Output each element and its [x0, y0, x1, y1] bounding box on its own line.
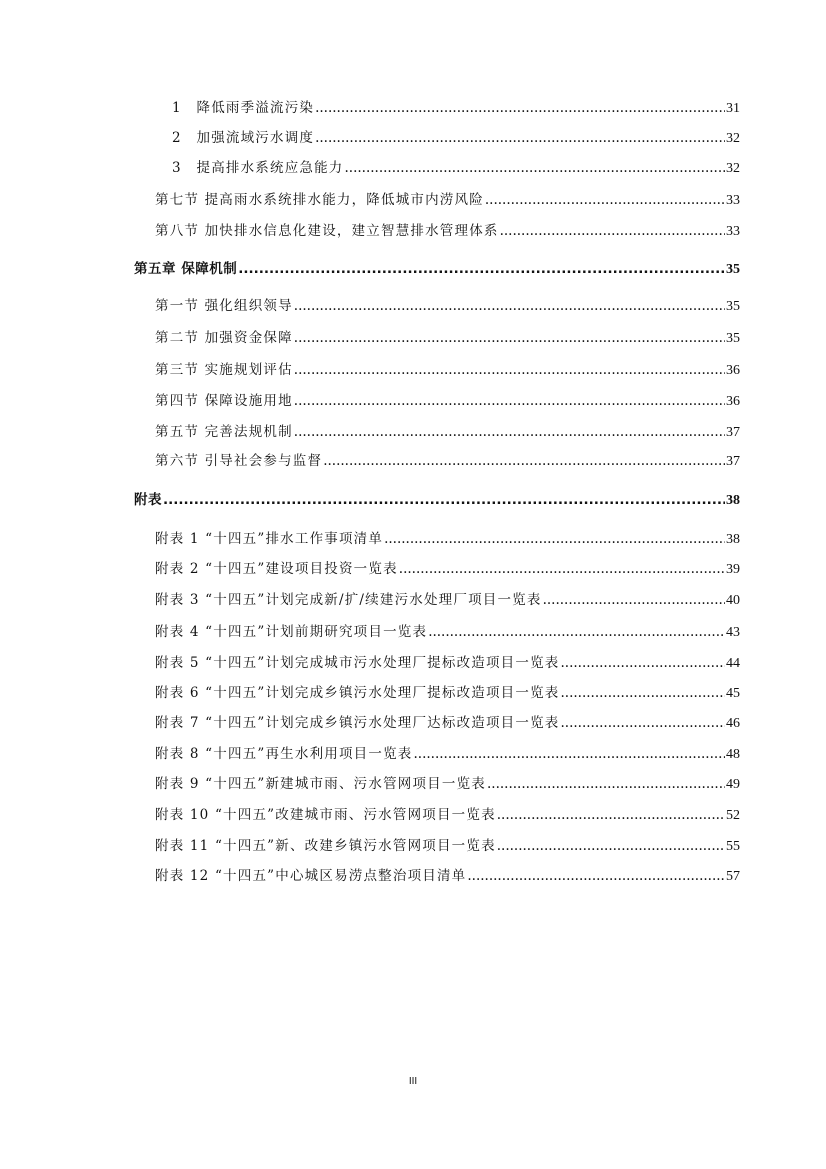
- toc-chapter-entry[interactable]: [0, 490, 740, 510]
- toc-entry-title: 附表 5 “十四五”计划完成城市污水处理厂提标改造项目一览表: [155, 655, 560, 671]
- toc-entry-title: 第七节 提高雨水系统排水能力，降低城市内涝风险: [155, 192, 484, 208]
- toc-entry-page: 52: [726, 808, 740, 823]
- dot-leader: [323, 451, 725, 471]
- toc-entry-page: 38: [726, 493, 740, 508]
- toc-entry-page: 55: [726, 839, 740, 854]
- dot-leader: [345, 158, 726, 178]
- toc-entry[interactable]: [0, 328, 740, 348]
- toc-entry-title: 1 降低雨季溢流污染: [172, 100, 315, 116]
- toc-entry-page: 31: [726, 101, 740, 116]
- toc-entry[interactable]: [0, 529, 740, 549]
- toc-entry-title: 附表 1 “十四五”排水工作事项清单: [155, 531, 384, 547]
- toc-entry-page: 36: [726, 394, 740, 409]
- toc-entry-page: 45: [726, 686, 740, 701]
- dot-leader: [315, 98, 725, 118]
- dot-leader: [238, 259, 725, 279]
- dot-leader: [315, 128, 725, 148]
- dot-leader: [560, 713, 725, 733]
- toc-entry-page: 44: [726, 656, 740, 671]
- toc-entry[interactable]: [0, 622, 740, 642]
- toc-entry[interactable]: [0, 190, 740, 210]
- dot-leader: [399, 559, 725, 579]
- toc-entry-page: 35: [726, 299, 740, 314]
- toc-entry[interactable]: [0, 451, 740, 471]
- toc-entry-page: 33: [726, 193, 740, 208]
- toc-entry-title: 附表 2 “十四五”建设项目投资一览表: [155, 561, 398, 577]
- toc-entry-page: 39: [726, 562, 740, 577]
- toc-entry[interactable]: [0, 805, 740, 825]
- toc-entry[interactable]: [0, 866, 740, 886]
- toc-entry-title: 第八节 加快排水信息化建设，建立智慧排水管理体系: [155, 223, 499, 239]
- toc-entry-page: 33: [726, 224, 740, 239]
- dot-leader: [294, 391, 725, 411]
- toc-entry[interactable]: [0, 744, 740, 764]
- toc-entry[interactable]: [0, 221, 740, 241]
- toc-entry[interactable]: [0, 158, 740, 178]
- toc-entry-title: 附表 4 “十四五”计划前期研究项目一览表: [155, 624, 428, 640]
- toc-entry[interactable]: [0, 128, 740, 148]
- toc-entry-title: 第一节 强化组织领导: [155, 298, 293, 314]
- toc-entry-title: 附表 3 “十四五”计划完成新/扩/续建污水处理厂项目一览表: [155, 592, 542, 608]
- dot-leader: [294, 328, 725, 348]
- dot-leader: [467, 866, 725, 886]
- toc-entry[interactable]: [0, 836, 740, 856]
- dot-leader: [294, 422, 725, 442]
- toc-entry-page: 57: [726, 869, 740, 884]
- dot-leader: [294, 296, 725, 316]
- toc-entry-title: 3 提高排水系统应急能力: [172, 160, 344, 176]
- toc-entry-title: 2 加强流域污水调度: [172, 130, 315, 146]
- toc-entry[interactable]: [0, 713, 740, 733]
- toc-entry-title: 第四节 保障设施用地: [155, 393, 293, 409]
- toc-entry-page: 46: [726, 716, 740, 731]
- dot-leader: [413, 744, 725, 764]
- toc-entry-page: 35: [726, 262, 740, 277]
- dot-leader: [543, 590, 725, 610]
- toc-entry[interactable]: [0, 590, 740, 610]
- toc-entry-page: 35: [726, 331, 740, 346]
- toc-entry-page: 40: [726, 593, 740, 608]
- toc-entry[interactable]: [0, 774, 740, 794]
- dot-leader: [497, 805, 725, 825]
- toc-entry-title: 附表 9 “十四五”新建城市雨、污水管网项目一览表: [155, 776, 486, 792]
- dot-leader: [487, 774, 725, 794]
- toc-entry[interactable]: [0, 559, 740, 579]
- dot-leader: [500, 221, 725, 241]
- page-number: III: [408, 1076, 418, 1087]
- toc-entry[interactable]: [0, 391, 740, 411]
- toc-entry-title: 附表 10 “十四五”改建城市雨、污水管网项目一览表: [155, 807, 496, 823]
- toc-entry-title: 附表 7 “十四五”计划完成乡镇污水处理厂达标改造项目一览表: [155, 715, 560, 731]
- toc-entry-page: 43: [726, 625, 740, 640]
- toc-entry-page: 36: [726, 363, 740, 378]
- toc-entry-page: 37: [726, 454, 740, 469]
- toc-entry[interactable]: [0, 98, 740, 118]
- dot-leader: [497, 836, 725, 856]
- dot-leader: [560, 653, 725, 673]
- toc-entry[interactable]: [0, 653, 740, 673]
- toc-entry-title: 第三节 实施规划评估: [155, 362, 293, 378]
- toc-entry-title: 第二节 加强资金保障: [155, 330, 293, 346]
- toc-entry-page: 37: [726, 425, 740, 440]
- toc-entry-title: 附表 11 “十四五”新、改建乡镇污水管网项目一览表: [155, 838, 496, 854]
- dot-leader: [485, 190, 725, 210]
- toc-entry-page: 49: [726, 777, 740, 792]
- toc-entry-page: 32: [726, 161, 740, 176]
- toc-entry-title: 附表: [134, 492, 162, 508]
- toc-entry-title: 附表 6 “十四五”计划完成乡镇污水处理厂提标改造项目一览表: [155, 685, 560, 701]
- toc-entry[interactable]: [0, 296, 740, 316]
- toc-entry[interactable]: [0, 422, 740, 442]
- toc-entry-page: 38: [726, 532, 740, 547]
- toc-chapter-entry[interactable]: [0, 259, 740, 279]
- dot-leader: [294, 360, 725, 380]
- toc-entry[interactable]: [0, 683, 740, 703]
- toc-entry-title: 第五节 完善法规机制: [155, 424, 293, 440]
- toc-entry-title: 第六节 引导社会参与监督: [155, 453, 323, 469]
- dot-leader: [384, 529, 725, 549]
- dot-leader: [560, 683, 725, 703]
- toc-entry-title: 第五章 保障机制: [134, 261, 238, 277]
- dot-leader: [163, 490, 725, 510]
- toc-entry-title: 附表 8 “十四五”再生水利用项目一览表: [155, 746, 413, 762]
- toc-entry-page: 32: [726, 131, 740, 146]
- dot-leader: [428, 622, 725, 642]
- toc-entry-title: 附表 12 “十四五”中心城区易涝点整治项目清单: [155, 868, 467, 884]
- toc-entry-page: 48: [726, 747, 740, 762]
- toc-entry[interactable]: [0, 360, 740, 380]
